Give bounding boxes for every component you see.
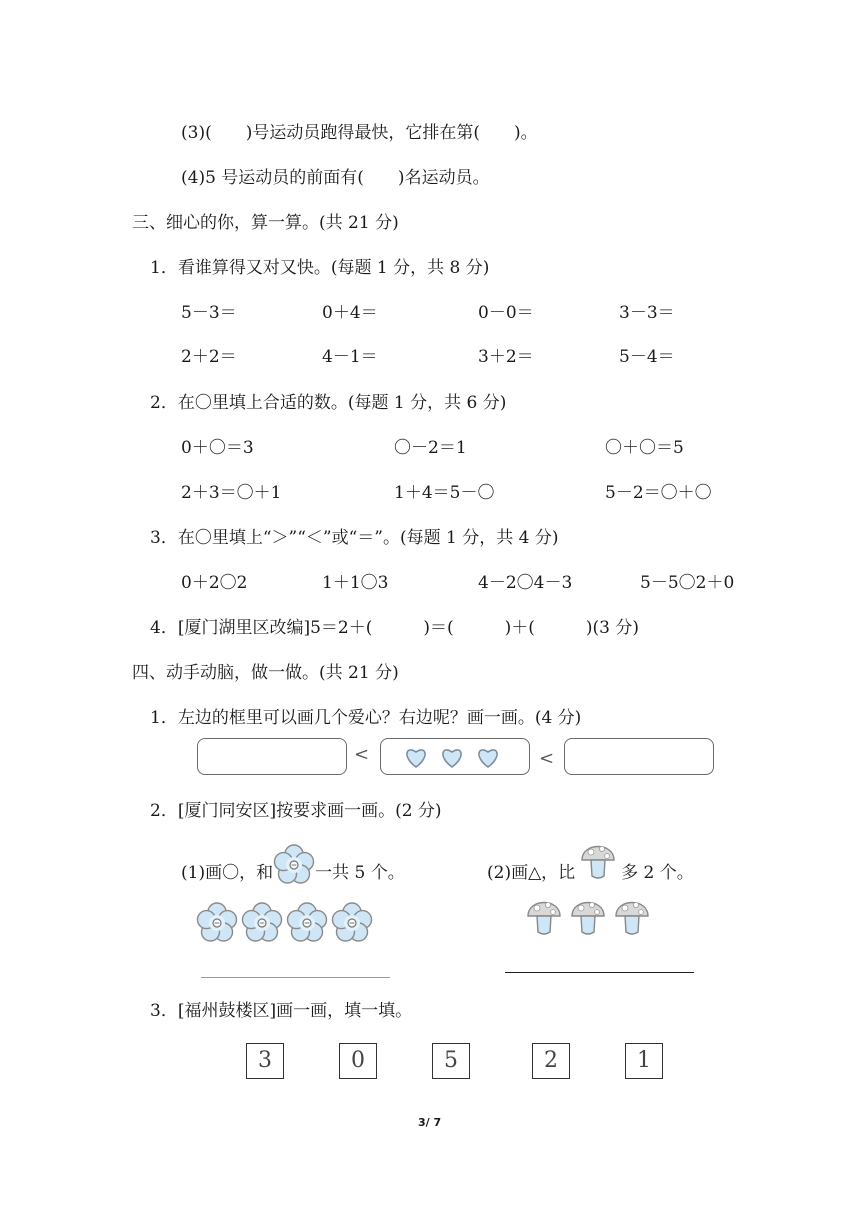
flower-icon (288, 903, 327, 941)
question-2-3: (3)( )号运动员跑得最快，它排在第( )。 (181, 123, 538, 143)
number-card: 1 (625, 1043, 663, 1079)
prompt-text-b: 一共 5 个。 (315, 863, 405, 883)
right-empty-box[interactable] (564, 738, 714, 775)
calc-item: 0－0＝ (478, 303, 534, 323)
answer-line-left[interactable] (201, 977, 390, 978)
flower-icon (333, 903, 372, 941)
number-card: 2 (532, 1043, 570, 1079)
section-4-title: 四、动手动脑，做一做。(共 21 分) (132, 663, 399, 683)
flower-icon (198, 903, 237, 941)
number-card: 5 (432, 1043, 470, 1079)
heart-icon (479, 750, 497, 767)
calc-item: 3－3＝ (619, 303, 675, 323)
question-3-3-title: 3．在〇里填上“＞”“＜”或“＝”。(每题 1 分，共 4 分) (150, 528, 559, 548)
page-number: 3/ 7 (418, 1116, 442, 1129)
heart-icon (443, 750, 461, 767)
draw-circle-prompt (181, 858, 405, 886)
number-card: 0 (339, 1043, 377, 1079)
fill-item: 〇－2＝1 (394, 438, 467, 458)
flower-icon (243, 903, 282, 941)
mushroom-icon (572, 902, 604, 934)
question-2-4: (4)5 号运动员的前面有( )名运动员。 (181, 168, 490, 188)
heart-group (381, 739, 531, 776)
fill-item: 〇＋〇＝5 (605, 438, 684, 458)
calc-item: 5－3＝ (181, 303, 237, 323)
mushroom-icon (528, 902, 560, 934)
compare-item: 4－2〇4－3 (478, 573, 573, 593)
question-4-2-title: 2．[厦门同安区]按要求画一画。(2 分) (150, 801, 442, 821)
heart-box (380, 738, 530, 775)
heart-icon (407, 750, 425, 767)
left-empty-box[interactable] (197, 738, 347, 775)
prompt-text-a: (2)画△，比 (487, 863, 576, 883)
prompt-text-a: (1)画〇，和 (181, 863, 274, 883)
fill-item: 1＋4＝5－〇 (394, 483, 495, 503)
number-card: 3 (246, 1043, 284, 1079)
draw-triangle-prompt (487, 858, 694, 886)
calc-item: 0＋4＝ (322, 303, 378, 323)
less-than-sign: < (354, 744, 370, 765)
section-3-title: 三、细心的你，算一算。(共 21 分) (132, 213, 399, 233)
compare-item: 1＋1〇3 (322, 573, 389, 593)
fill-item: 0＋〇＝3 (181, 438, 254, 458)
answer-line-right[interactable] (505, 972, 694, 973)
compare-item: 0＋2〇2 (181, 573, 248, 593)
prompt-text-b: 多 2 个。 (621, 863, 694, 883)
question-3-4: 4．[厦门湖里区改编]5＝2＋( )＝( )＋( )(3 分) (150, 618, 639, 638)
question-3-1-title: 1．看谁算得又对又快。(每题 1 分，共 8 分) (150, 258, 490, 278)
mushroom-icon (616, 902, 648, 934)
mushroom-row (524, 896, 664, 942)
flower-row (195, 900, 385, 946)
fill-item: 5－2＝〇＋〇 (605, 483, 712, 503)
flower-icon (273, 844, 315, 886)
question-4-3-title: 3．[福州鼓楼区]画一画，填一填。 (150, 1001, 413, 1021)
calc-item: 3＋2＝ (478, 347, 534, 367)
mushroom-icon (577, 840, 619, 886)
calc-item: 2＋2＝ (181, 347, 237, 367)
fill-item: 2＋3＝〇＋1 (181, 483, 282, 503)
question-4-1-title: 1．左边的框里可以画几个爱心？右边呢？画一画。(4 分) (150, 708, 582, 728)
compare-item: 5－5〇2＋0 (640, 573, 735, 593)
calc-item: 5－4＝ (619, 347, 675, 367)
question-3-2-title: 2．在〇里填上合适的数。(每题 1 分，共 6 分) (150, 393, 507, 413)
less-than-sign: < (539, 748, 555, 769)
calc-item: 4－1＝ (322, 347, 378, 367)
